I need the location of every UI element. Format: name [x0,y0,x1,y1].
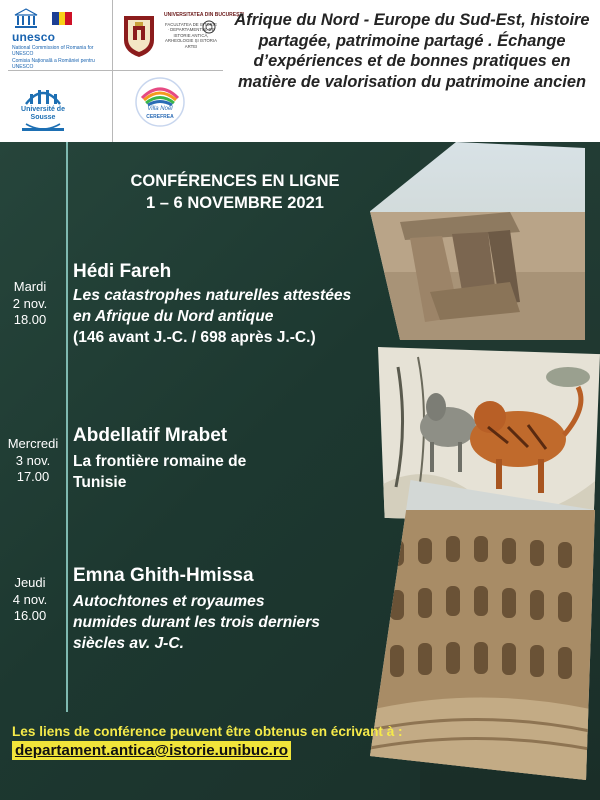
session-2-title-line-2: Tunisie [73,474,127,491]
session-3-date [6,575,54,625]
session-1-day: Mardi [13,279,47,294]
program-panel [0,142,600,800]
villa-noel-emblem-icon [134,76,186,132]
unesco-logo [12,8,108,70]
unibuc-logo [120,8,244,64]
conferences-dates: 1 – 6 NOVEMBRE 2021 [146,194,324,212]
sousse-logo [18,78,102,136]
session-3-date-value: 4 nov. [12,591,48,607]
villa-noel-logo [134,76,186,132]
amphitheatre-picture [370,480,595,780]
session-1-date [6,279,54,329]
logo-divider-horizontal [8,70,223,71]
unibuc-subtitle: FACULTATEA DE ISTORIE · DEPARTAMENTUL DE ISTORIE ANTICĂ, ARHEOLOGIE ȘI ISTORIA ARTEI [165,22,217,49]
unesco-subtitle-ro: Comisia Națională a României pentru UNESCO [12,58,95,70]
session-3-title [73,591,320,654]
faculty-seal-icon [202,20,216,34]
session-3-title-line-3: siècles av. J-C. [73,635,184,652]
session-3-day: Jeudi [14,575,46,590]
session-2-time: 17.00 [16,469,50,484]
unesco-temple-icon [14,8,38,30]
unesco-subtitle-en: National Commission of Romania for UNESCO [12,45,94,57]
session-1-title-line-3: (146 avant J.-C. / 698 après J.-C.) [73,329,316,346]
contact-note: Les liens de conférence peuvent être obtenus en écrivant à : [12,724,403,739]
session-1-title-line-2: en Afrique du Nord antique [73,308,274,325]
session-2-date [0,436,66,486]
romania-flag-icon [52,12,72,25]
timeline-accent-line [66,142,68,712]
unibuc-crest-icon [122,12,156,58]
session-3-title-line-1: Autochtones et royaumes [73,593,265,610]
session-3-time: 16.00 [13,608,47,623]
session-2-title [73,451,246,493]
session-1-speaker: Hédi Fareh [73,261,172,282]
project-title: Afrique du Nord - Europe du Sud-Est, histoire partagée, patrimoine partagé . Échange d’expériences et de bonnes pratiques en matière de valorisation du patrimoine ancien [234,11,590,91]
session-2-day: Mercredi [7,436,59,451]
villa-noel-name: Villa Noël [147,106,173,112]
conferences-heading [100,170,370,214]
unibuc-name: UNIVERSITATEA DIN BUCUREȘTI [164,12,244,18]
header-banner [0,0,600,142]
session-2-title-line-1: La frontière romaine de [73,453,247,470]
session-2-date-value: 3 nov. [15,452,51,468]
session-3-speaker: Emna Ghith-Hmissa [73,565,254,586]
dolmen-picture [370,142,585,340]
contact-email-link[interactable]: departament.antica@istorie.unibuc.ro [12,741,291,760]
session-1-date-value: 2 nov. [12,295,48,311]
session-1-title [73,285,351,348]
photo-amphitheatre [370,480,595,780]
photo-dolmen [370,142,585,340]
sousse-name: Université de Sousse [21,106,65,121]
unesco-name: unesco [12,30,56,44]
session-1-time: 18.00 [13,312,47,327]
logo-divider-vertical [112,0,113,142]
conferences-heading-line-1: CONFÉRENCES EN LIGNE [130,172,340,190]
villa-noel-acronym: CEREFREA [146,114,174,120]
session-2-speaker: Abdellatif Mrabet [73,425,228,446]
session-1-title-line-1: Les catastrophes naturelles attestées [73,287,352,304]
session-3-title-line-2: numides durant les trois derniers [73,614,320,631]
